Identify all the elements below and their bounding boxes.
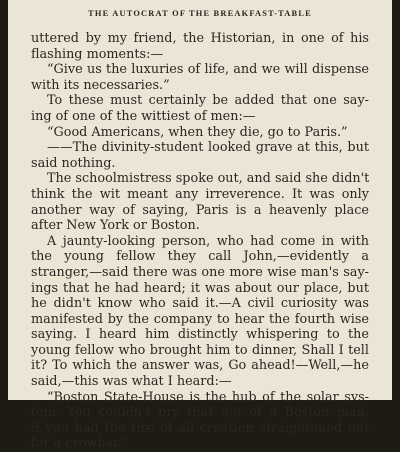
text-line: the young fellow they call John,—evidently a (31, 249, 369, 265)
text-line: with its necessaries.” (31, 77, 170, 93)
book-page (8, 0, 392, 452)
text-line: for a crowbar.” (31, 436, 129, 452)
text-line: ings that he had heard; it was about our place, but (31, 280, 369, 296)
text-line: “Boston State-House is the hub of the solar sys- (47, 389, 369, 405)
running-head: THE AUTOCRAT OF THE BREAKFAST-TABLE (88, 9, 312, 18)
text-line: young fellow who brought him to dinner, Shall I tell (31, 342, 369, 358)
text-line: To these must certainly be added that one say- (47, 93, 369, 109)
text-line: tem. You couldn't pry that out of a Boston man, (31, 405, 369, 421)
text-line: stranger,—said there was one more wise man's say- (31, 264, 369, 280)
text-line: another way of saying, Paris is a heavenly place (31, 202, 369, 218)
text-line: ——The divinity-student looked grave at this, but (47, 140, 369, 156)
text-line: think the wit meant any irreverence. It was only (31, 186, 369, 202)
text-line: after New York or Boston. (31, 218, 200, 234)
text-line: ing of one of the wittiest of men:— (31, 108, 256, 124)
text-line: it? To which the answer was, Go ahead!—Well,—he (31, 358, 369, 374)
text-line: said nothing. (31, 155, 116, 171)
text-line: “Good Americans, when they die, go to Paris.” (47, 124, 348, 140)
text-line: uttered by my friend, the Historian, in one of his (31, 31, 369, 46)
text-line: saying. I heard him distinctly whispering to the (31, 327, 369, 343)
body-text (31, 31, 369, 452)
text-line: flashing moments:— (31, 46, 164, 62)
text-line: A jaunty-looking person, who had come in with (47, 233, 369, 249)
text-line: The schoolmistress spoke out, and said she didn't (47, 171, 369, 187)
text-line: if you had the tire of all creation straightened out (31, 420, 369, 436)
text-line: “Give us the luxuries of life, and we will dispense (47, 62, 369, 78)
text-line: said,—this was what I heard:— (31, 374, 232, 390)
text-line: he didn't know who said it.—A civil curiosity was (31, 296, 369, 312)
text-line: manifested by the company to hear the fourth wise (31, 311, 369, 327)
